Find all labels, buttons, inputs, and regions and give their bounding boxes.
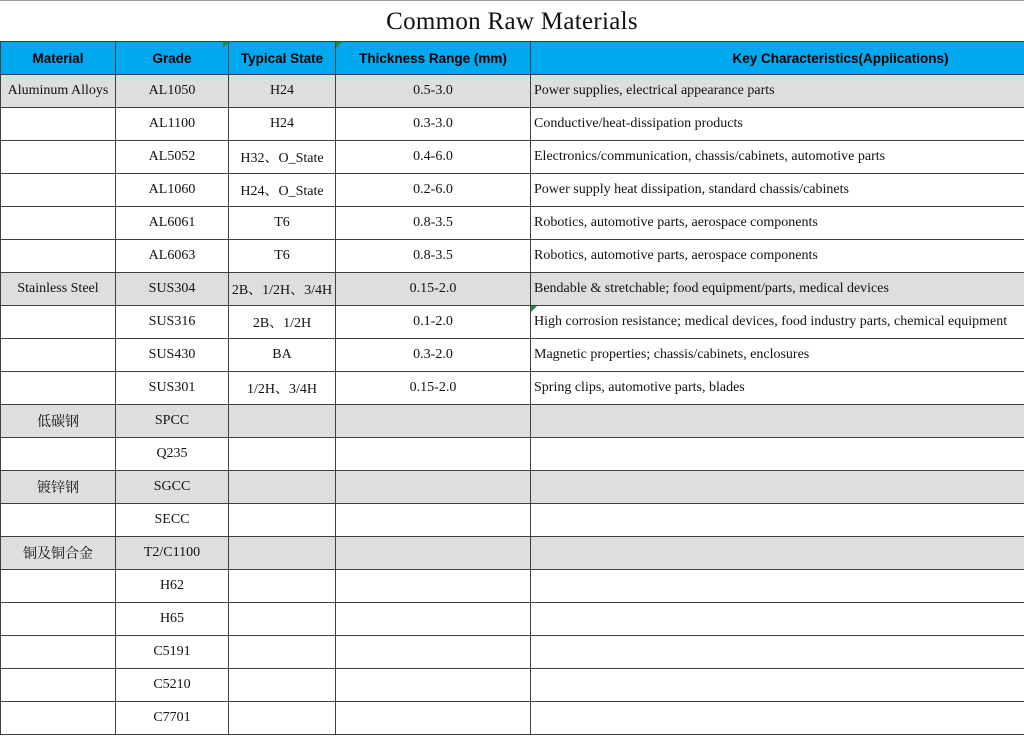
cell-typical-state[interactable]: T6 [229, 207, 336, 240]
header-material[interactable]: Material [1, 42, 116, 75]
cell-material[interactable]: Stainless Steel [1, 273, 116, 306]
cell-key-characteristics[interactable]: Bendable & stretchable; food equipment/parts, medical devices [531, 273, 1024, 306]
cell-material[interactable] [1, 570, 116, 603]
comment-marker-icon [336, 42, 342, 48]
cell-thickness[interactable] [336, 636, 531, 669]
header-grade[interactable] [116, 42, 229, 75]
cell-thickness[interactable] [336, 603, 531, 636]
cell-key-characteristics[interactable] [531, 603, 1024, 636]
cell-material[interactable]: 铜及铜合金 [1, 537, 116, 570]
cell-thickness[interactable]: 0.15-2.0 [336, 273, 531, 306]
cell-typical-state[interactable] [229, 636, 336, 669]
cell-typical-state[interactable]: H24、O_State [229, 174, 336, 207]
cell-grade[interactable]: H62 [116, 570, 229, 603]
cell-material[interactable] [1, 339, 116, 372]
cell-grade[interactable]: T2/C1100 [116, 537, 229, 570]
cell-key-characteristics[interactable] [531, 504, 1024, 537]
title-bar [0, 0, 1024, 42]
cell-material[interactable] [1, 306, 116, 339]
cell-typical-state[interactable]: 1/2H、3/4H [229, 372, 336, 405]
cell-typical-state[interactable] [229, 471, 336, 504]
cell-typical-state[interactable] [229, 504, 336, 537]
cell-typical-state[interactable] [229, 603, 336, 636]
cell-grade[interactable]: SPCC [116, 405, 229, 438]
table-body [1, 75, 1024, 735]
cell-material[interactable] [1, 438, 116, 471]
cell-material[interactable] [1, 108, 116, 141]
cell-typical-state[interactable]: H24 [229, 75, 336, 108]
cell-key-characteristics[interactable]: Power supply heat dissipation, standard chassis/cabinets [531, 174, 1024, 207]
cell-grade[interactable]: AL5052 [116, 141, 229, 174]
table-row [1, 306, 1024, 339]
table-row [1, 636, 1024, 669]
cell-grade[interactable]: C7701 [116, 702, 229, 735]
table-row [1, 537, 1024, 570]
cell-grade[interactable]: AL1060 [116, 174, 229, 207]
table-row [1, 702, 1024, 735]
cell-grade[interactable]: AL1100 [116, 108, 229, 141]
cell-thickness[interactable] [336, 438, 531, 471]
cell-thickness[interactable] [336, 504, 531, 537]
cell-grade[interactable]: AL6063 [116, 240, 229, 273]
cell-thickness[interactable] [336, 570, 531, 603]
table-row [1, 405, 1024, 438]
cell-material[interactable] [1, 504, 116, 537]
table-row [1, 339, 1024, 372]
header-thickness-label: Thickness Range (mm) [359, 50, 507, 66]
cell-thickness[interactable]: 0.3-2.0 [336, 339, 531, 372]
cell-key-characteristics[interactable]: Spring clips, automotive parts, blades [531, 372, 1024, 405]
cell-key-characteristics[interactable]: Power supplies, electrical appearance parts [531, 75, 1024, 108]
materials-table [0, 41, 1024, 735]
cell-typical-state[interactable]: H32、O_State [229, 141, 336, 174]
header-grade-label: Grade [152, 50, 192, 66]
cell-thickness[interactable]: 0.8-3.5 [336, 207, 531, 240]
cell-material[interactable]: Aluminum Alloys [1, 75, 116, 108]
cell-material[interactable] [1, 669, 116, 702]
header-thickness[interactable] [336, 42, 531, 75]
cell-material[interactable] [1, 174, 116, 207]
cell-thickness[interactable]: 0.4-6.0 [336, 141, 531, 174]
cell-thickness[interactable] [336, 537, 531, 570]
header-typical-state[interactable]: Typical State [229, 42, 336, 75]
table-row [1, 75, 1024, 108]
cell-typical-state[interactable]: 2B、1/2H、3/4H [229, 273, 336, 306]
table-row [1, 669, 1024, 702]
cell-key-characteristics[interactable] [531, 702, 1024, 735]
page-title: Common Raw Materials [386, 7, 638, 35]
cell-key-characteristics[interactable] [531, 405, 1024, 438]
cell-typical-state[interactable] [229, 438, 336, 471]
table-row [1, 273, 1024, 306]
cell-key-characteristics[interactable] [531, 669, 1024, 702]
header-key-characteristics[interactable]: Key Characteristics(Applications) [531, 42, 1024, 75]
cell-key-characteristics[interactable]: Electronics/communication, chassis/cabinets, automotive parts [531, 141, 1024, 174]
cell-key-characteristics[interactable]: Robotics, automotive parts, aerospace components [531, 207, 1024, 240]
cell-key-characteristics[interactable] [531, 438, 1024, 471]
cell-material[interactable] [1, 240, 116, 273]
cell-material[interactable] [1, 603, 116, 636]
table-row [1, 372, 1024, 405]
cell-thickness[interactable] [336, 405, 531, 438]
table-row [1, 240, 1024, 273]
table-row [1, 174, 1024, 207]
cell-grade[interactable]: AL6061 [116, 207, 229, 240]
cell-key-characteristics[interactable] [531, 570, 1024, 603]
cell-material[interactable] [1, 141, 116, 174]
cell-typical-state[interactable] [229, 702, 336, 735]
cell-thickness[interactable] [336, 669, 531, 702]
cell-grade[interactable]: SUS301 [116, 372, 229, 405]
cell-material[interactable]: 低碳钢 [1, 405, 116, 438]
cell-grade[interactable]: C5210 [116, 669, 229, 702]
cell-grade[interactable]: Q235 [116, 438, 229, 471]
cell-key-characteristics[interactable] [531, 636, 1024, 669]
cell-thickness[interactable]: 0.3-3.0 [336, 108, 531, 141]
cell-material[interactable] [1, 702, 116, 735]
header-row [1, 42, 1024, 75]
cell-typical-state[interactable]: H24 [229, 108, 336, 141]
cell-grade[interactable]: SECC [116, 504, 229, 537]
cell-material[interactable] [1, 207, 116, 240]
cell-typical-state[interactable] [229, 669, 336, 702]
cell-typical-state[interactable]: BA [229, 339, 336, 372]
cell-thickness[interactable]: 0.15-2.0 [336, 372, 531, 405]
table-row [1, 207, 1024, 240]
cell-grade[interactable]: SGCC [116, 471, 229, 504]
cell-key-characteristics[interactable] [531, 471, 1024, 504]
cell-thickness[interactable] [336, 702, 531, 735]
cell-key-characteristics[interactable]: Conductive/heat-dissipation products [531, 108, 1024, 141]
cell-typical-state[interactable] [229, 570, 336, 603]
table-row [1, 438, 1024, 471]
cell-grade[interactable]: C5191 [116, 636, 229, 669]
cell-thickness[interactable]: 0.2-6.0 [336, 174, 531, 207]
cell-key-characteristics[interactable] [531, 537, 1024, 570]
table-row [1, 141, 1024, 174]
table-row [1, 471, 1024, 504]
cell-grade[interactable]: SUS316 [116, 306, 229, 339]
cell-thickness[interactable]: 0.5-3.0 [336, 75, 531, 108]
table-row [1, 603, 1024, 636]
cell-thickness[interactable]: 0.1-2.0 [336, 306, 531, 339]
cell-material[interactable] [1, 372, 116, 405]
table-row [1, 570, 1024, 603]
cell-grade[interactable]: H65 [116, 603, 229, 636]
table-row [1, 108, 1024, 141]
cell-typical-state[interactable]: 2B、1/2H [229, 306, 336, 339]
cell-thickness[interactable] [336, 471, 531, 504]
cell-material[interactable]: 镀锌钢 [1, 471, 116, 504]
table-row [1, 504, 1024, 537]
comment-marker-icon [531, 306, 537, 312]
cell-grade[interactable]: SUS430 [116, 339, 229, 372]
cell-typical-state[interactable] [229, 405, 336, 438]
cell-typical-state[interactable]: T6 [229, 240, 336, 273]
cell-key-characteristics[interactable]: Magnetic properties; chassis/cabinets, enclosures [531, 339, 1024, 372]
cell-thickness[interactable]: 0.8-3.5 [336, 240, 531, 273]
cell-key-characteristics[interactable]: High corrosion resistance; medical devices, food industry parts, chemical equipment [531, 306, 1024, 339]
cell-typical-state[interactable] [229, 537, 336, 570]
cell-key-characteristics[interactable]: Robotics, automotive parts, aerospace components [531, 240, 1024, 273]
cell-material[interactable] [1, 636, 116, 669]
cell-grade[interactable]: AL1050 [116, 75, 229, 108]
cell-grade[interactable]: SUS304 [116, 273, 229, 306]
